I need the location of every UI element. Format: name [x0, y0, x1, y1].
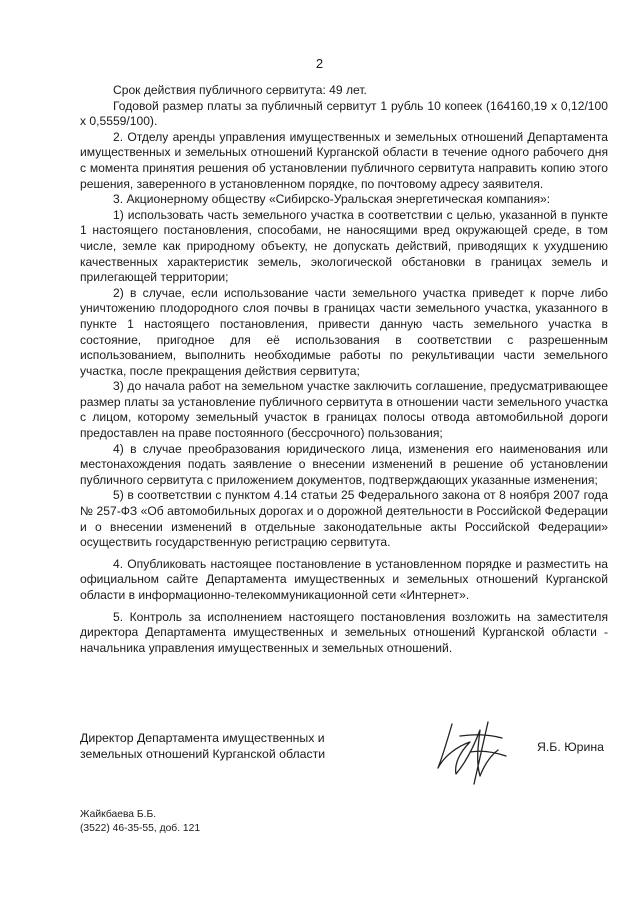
- paragraph-item-3: 3. Акционерному обществу «Сибирско-Уральская энергетическая компания»:: [113, 192, 551, 207]
- handwritten-signature: [430, 716, 520, 788]
- paragraph-fee: Годовой размер платы за публичный сервитут 1 рубль 10 копеек (164160,19 х 0,12/100 х 0,5559/100).: [80, 98, 608, 129]
- paragraph-item-5: 5. Контроль за исполнением настоящего постановления возложить на заместителя директора Департамента имущественных и земельных отношений Курганской области - начальника управления имущественных и земельных отношений.: [80, 609, 608, 655]
- signer-position-line-2: земельных отношений Курганской области: [80, 746, 326, 761]
- paragraph-subitem-5: 5) в соответствии с пунктом 4.14 статьи 25 Федерального закона от 8 ноября 2007 года № 257-ФЗ «Об автомобильных дорогах и о дорожной деятельности в Российской Федерации и о внесении изменений в отдельные законодательные акты Российской Федерации» осуществить государственную регистрацию сервитута.: [80, 488, 608, 550]
- paragraph-subitem-4: 4) в случае преобразования юридического лица, изменения его наименования или местонахождения подать заявление о внесении изменений в решение об установлении публичного сервитута с приложением документов, подтверждающих указанные изменения;: [80, 441, 608, 487]
- executor-info: [80, 808, 200, 835]
- paragraph-item-2: 2. Отделу аренды управления имущественных и земельных отношений Департамента имущественных и земельных отношений Курганской области в течение одного рабочего дня с момента принятия решения об установлении публичного сервитута направить копию этого решения, заверенного в установленном порядке, по почтовому адресу заявителя.: [80, 129, 608, 191]
- page-number: 2: [315, 56, 324, 71]
- paragraph-subitem-3: 3) до начала работ на земельном участке заключить соглашение, предусматривающее размер платы за установление публичного сервитута в отношении части земельного участка с лицом, которому земельный участок в границах полосы отвода автомобильной дороги предоставлен на праве постоянного (бессрочного) пользования;: [80, 379, 608, 441]
- signer-position: [80, 731, 325, 762]
- document-body: [80, 83, 608, 656]
- paragraph-item-4: 4. Опубликовать настоящее постановление в установленном порядке и разместить на официальном сайте Департамента имущественных и земельных отношений Курганской области в информационно-телекоммуникационной сети «Интернет».: [80, 556, 608, 602]
- paragraph-subitem-1: 1) использовать часть земельного участка в соответствии с целью, указанной в пункте 1 настоящего постановления, способами, не наносящими вред окружающей среде, в том числе, земле как природному объекту, не допускать действий, приводящих к ухудшению качественных характеристик земель, экологической обстановки в границах земель и прилегающей территории;: [80, 207, 608, 285]
- executor-phone: (3522) 46-35-55, доб. 121: [80, 822, 201, 834]
- paragraph-subitem-2: 2) в случае, если использование части земельного участка приведет к порче либо уничтожению плодородного слоя почвы в границах части земельного участка, указанного в пункте 1 настоящего постановления, привести данную часть земельного участка в состояние, пригодное для её использования в соответствии с разрешенным использованием, выполнить необходимые работы по рекультивации части земельного участка, после прекращения действия сервитута;: [80, 285, 608, 378]
- executor-name: Жайкбаева Б.Б.: [80, 809, 157, 820]
- signer-position-line-1: Директор Департамента имущественных и: [80, 731, 325, 745]
- paragraph-term: Срок действия публичного сервитута: 49 лет.: [113, 83, 367, 97]
- signer-name: Я.Б. Юрина: [537, 740, 604, 754]
